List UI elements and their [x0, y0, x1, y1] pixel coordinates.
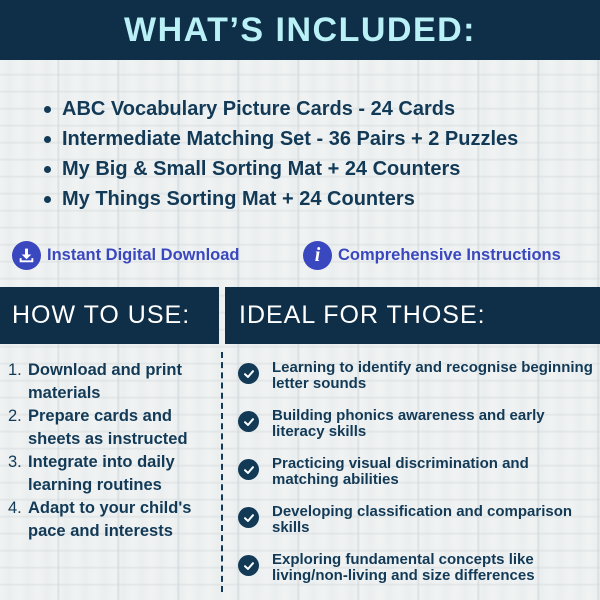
list-item: My Things Sorting Mat + 24 Counters — [44, 184, 584, 214]
info-icon — [303, 241, 332, 270]
ideal-item — [238, 504, 593, 552]
ideal-item — [238, 552, 593, 600]
list-item: My Big & Small Sorting Mat + 24 Counters — [44, 154, 584, 184]
step-item — [8, 405, 220, 451]
ideal-text: Learning to identify and recognise beginning letter sounds — [272, 359, 593, 392]
ideal-item — [238, 456, 593, 504]
step-text: Adapt to your child's pace and interests — [28, 499, 192, 540]
feature-label: Instant Digital Download — [47, 245, 240, 264]
step-number: 1. — [8, 361, 22, 379]
step-text: Prepare cards and sheets as instructed — [28, 407, 188, 448]
list-item: Intermediate Matching Set - 36 Pairs + 2 Puzzles — [44, 124, 584, 154]
list-item: ABC Vocabulary Picture Cards - 24 Cards — [44, 94, 584, 124]
page-title: WHAT’S INCLUDED: — [124, 10, 476, 49]
top-banner — [0, 0, 600, 60]
check-icon — [238, 459, 259, 480]
check-icon — [238, 363, 259, 384]
ideal-text: Building phonics awareness and early literacy skills — [272, 407, 545, 440]
section-title: HOW TO USE: — [12, 301, 191, 329]
ideal-text: Developing classification and comparison skills — [272, 503, 573, 536]
check-icon — [238, 507, 259, 528]
ideal-text: Practicing visual discrimination and matching abilities — [272, 455, 529, 488]
column-divider — [221, 352, 223, 592]
download-icon — [12, 241, 41, 270]
feature-download — [12, 239, 240, 271]
step-number: 2. — [8, 407, 22, 425]
how-to-use-list — [8, 359, 220, 543]
check-icon — [238, 555, 259, 576]
feature-label: Comprehensive Instructions — [338, 245, 561, 264]
step-number: 4. — [8, 499, 22, 517]
check-icon — [238, 411, 259, 432]
step-text: Download and print materials — [28, 361, 182, 402]
ideal-item — [238, 360, 593, 408]
how-to-use-header — [0, 287, 219, 344]
feature-instructions — [303, 239, 561, 271]
step-text: Integrate into daily learning routines — [28, 453, 175, 494]
step-item — [8, 359, 220, 405]
ideal-for-header — [225, 287, 600, 344]
step-item — [8, 451, 220, 497]
ideal-text: Exploring fundamental concepts like living/non-living and size differences — [272, 551, 535, 584]
step-number: 3. — [8, 453, 22, 471]
included-list — [44, 94, 584, 214]
step-item — [8, 497, 220, 543]
ideal-item — [238, 408, 593, 456]
section-title: IDEAL FOR THOSE: — [239, 301, 486, 329]
ideal-for-list — [238, 360, 593, 600]
info-glyph: i — [314, 244, 321, 266]
